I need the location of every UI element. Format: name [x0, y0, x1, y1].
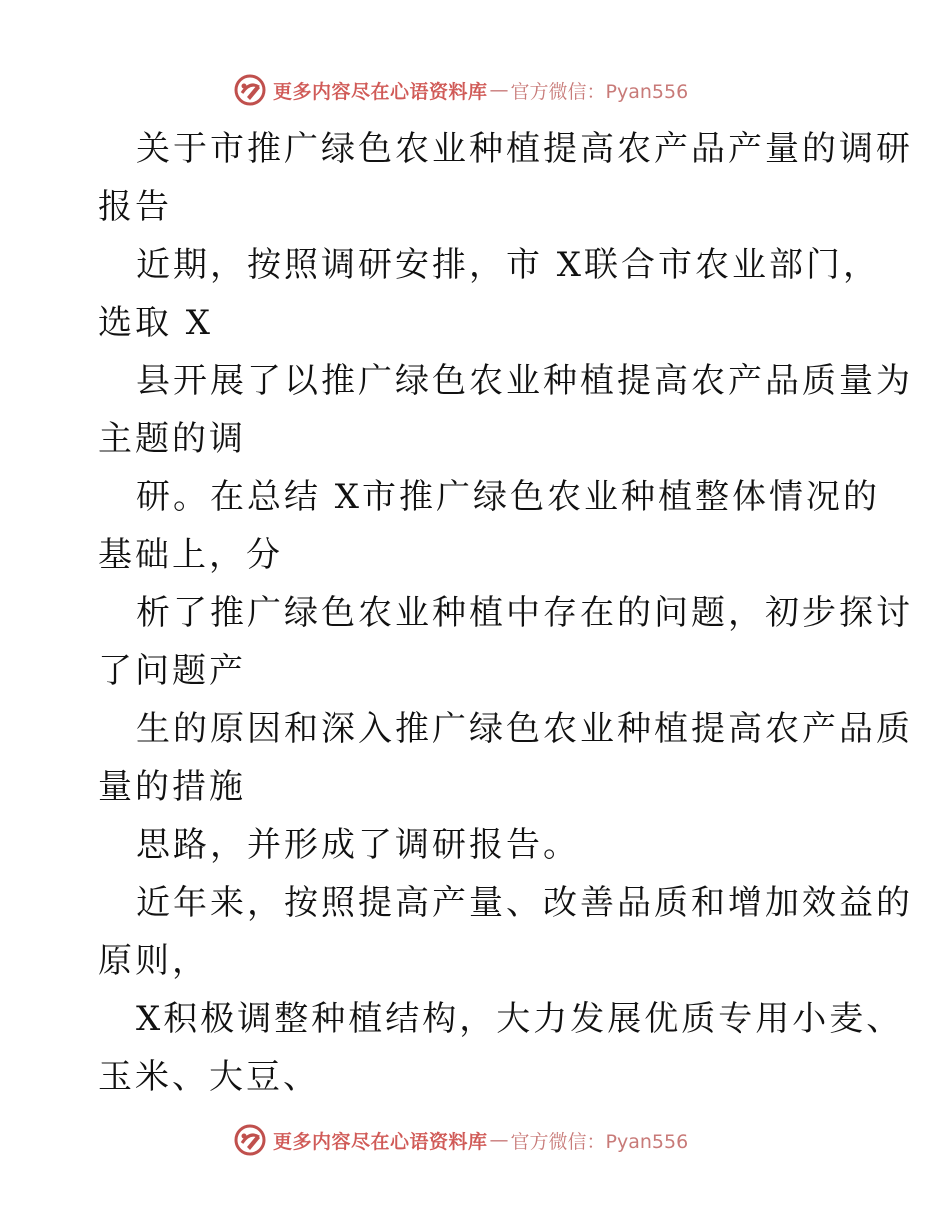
document-body — [98, 120, 913, 1106]
text-line: 研。在总结 X市推广绿色农业种植整体情况的 — [136, 477, 881, 517]
text-line: 基础上，分 — [98, 535, 283, 575]
banner-site-text: 更多内容尽在心语资料库 — [273, 1130, 488, 1153]
text-line: 主题的调 — [98, 419, 246, 459]
banner-dash: — — [489, 1129, 509, 1151]
text-line: 生的原因和深入推广绿色农业种植提高农产品质 — [136, 709, 913, 749]
text-line: X积极调整种植结构，大力发展优质专用小麦、 — [136, 999, 904, 1039]
text-line: 近年来，按照提高产量、改善品质和增加效益的 — [136, 883, 913, 923]
library-logo-icon — [233, 1123, 267, 1157]
footer-banner — [233, 1122, 688, 1158]
text-line: 关于市推广绿色农业种植提高农产品产量的调研 — [136, 129, 913, 169]
text-line: 玉米、大豆、 — [98, 1057, 320, 1097]
text-line: 县开展了以推广绿色农业种植提高农产品质量为 — [136, 361, 913, 401]
banner-official-text: 官方微信：Pyan556 — [510, 1130, 689, 1153]
text-line: 思路，并形成了调研报告。 — [136, 825, 580, 865]
text-line: 报告 — [98, 187, 172, 227]
header-banner — [233, 72, 688, 108]
banner-dash: — — [489, 79, 509, 101]
text-line: 量的措施 — [98, 767, 246, 807]
text-line: 了问题产 — [98, 651, 246, 691]
library-logo-icon — [233, 73, 267, 107]
text-line: 近期，按照调研安排，市 X联合市农业部门， — [136, 245, 881, 285]
banner-site-text: 更多内容尽在心语资料库 — [273, 80, 488, 103]
banner-official-text: 官方微信：Pyan556 — [510, 80, 689, 103]
text-line: 选取 X — [98, 303, 214, 343]
text-line: 原则， — [98, 941, 209, 981]
text-line: 析了推广绿色农业种植中存在的问题，初步探讨 — [136, 593, 913, 633]
